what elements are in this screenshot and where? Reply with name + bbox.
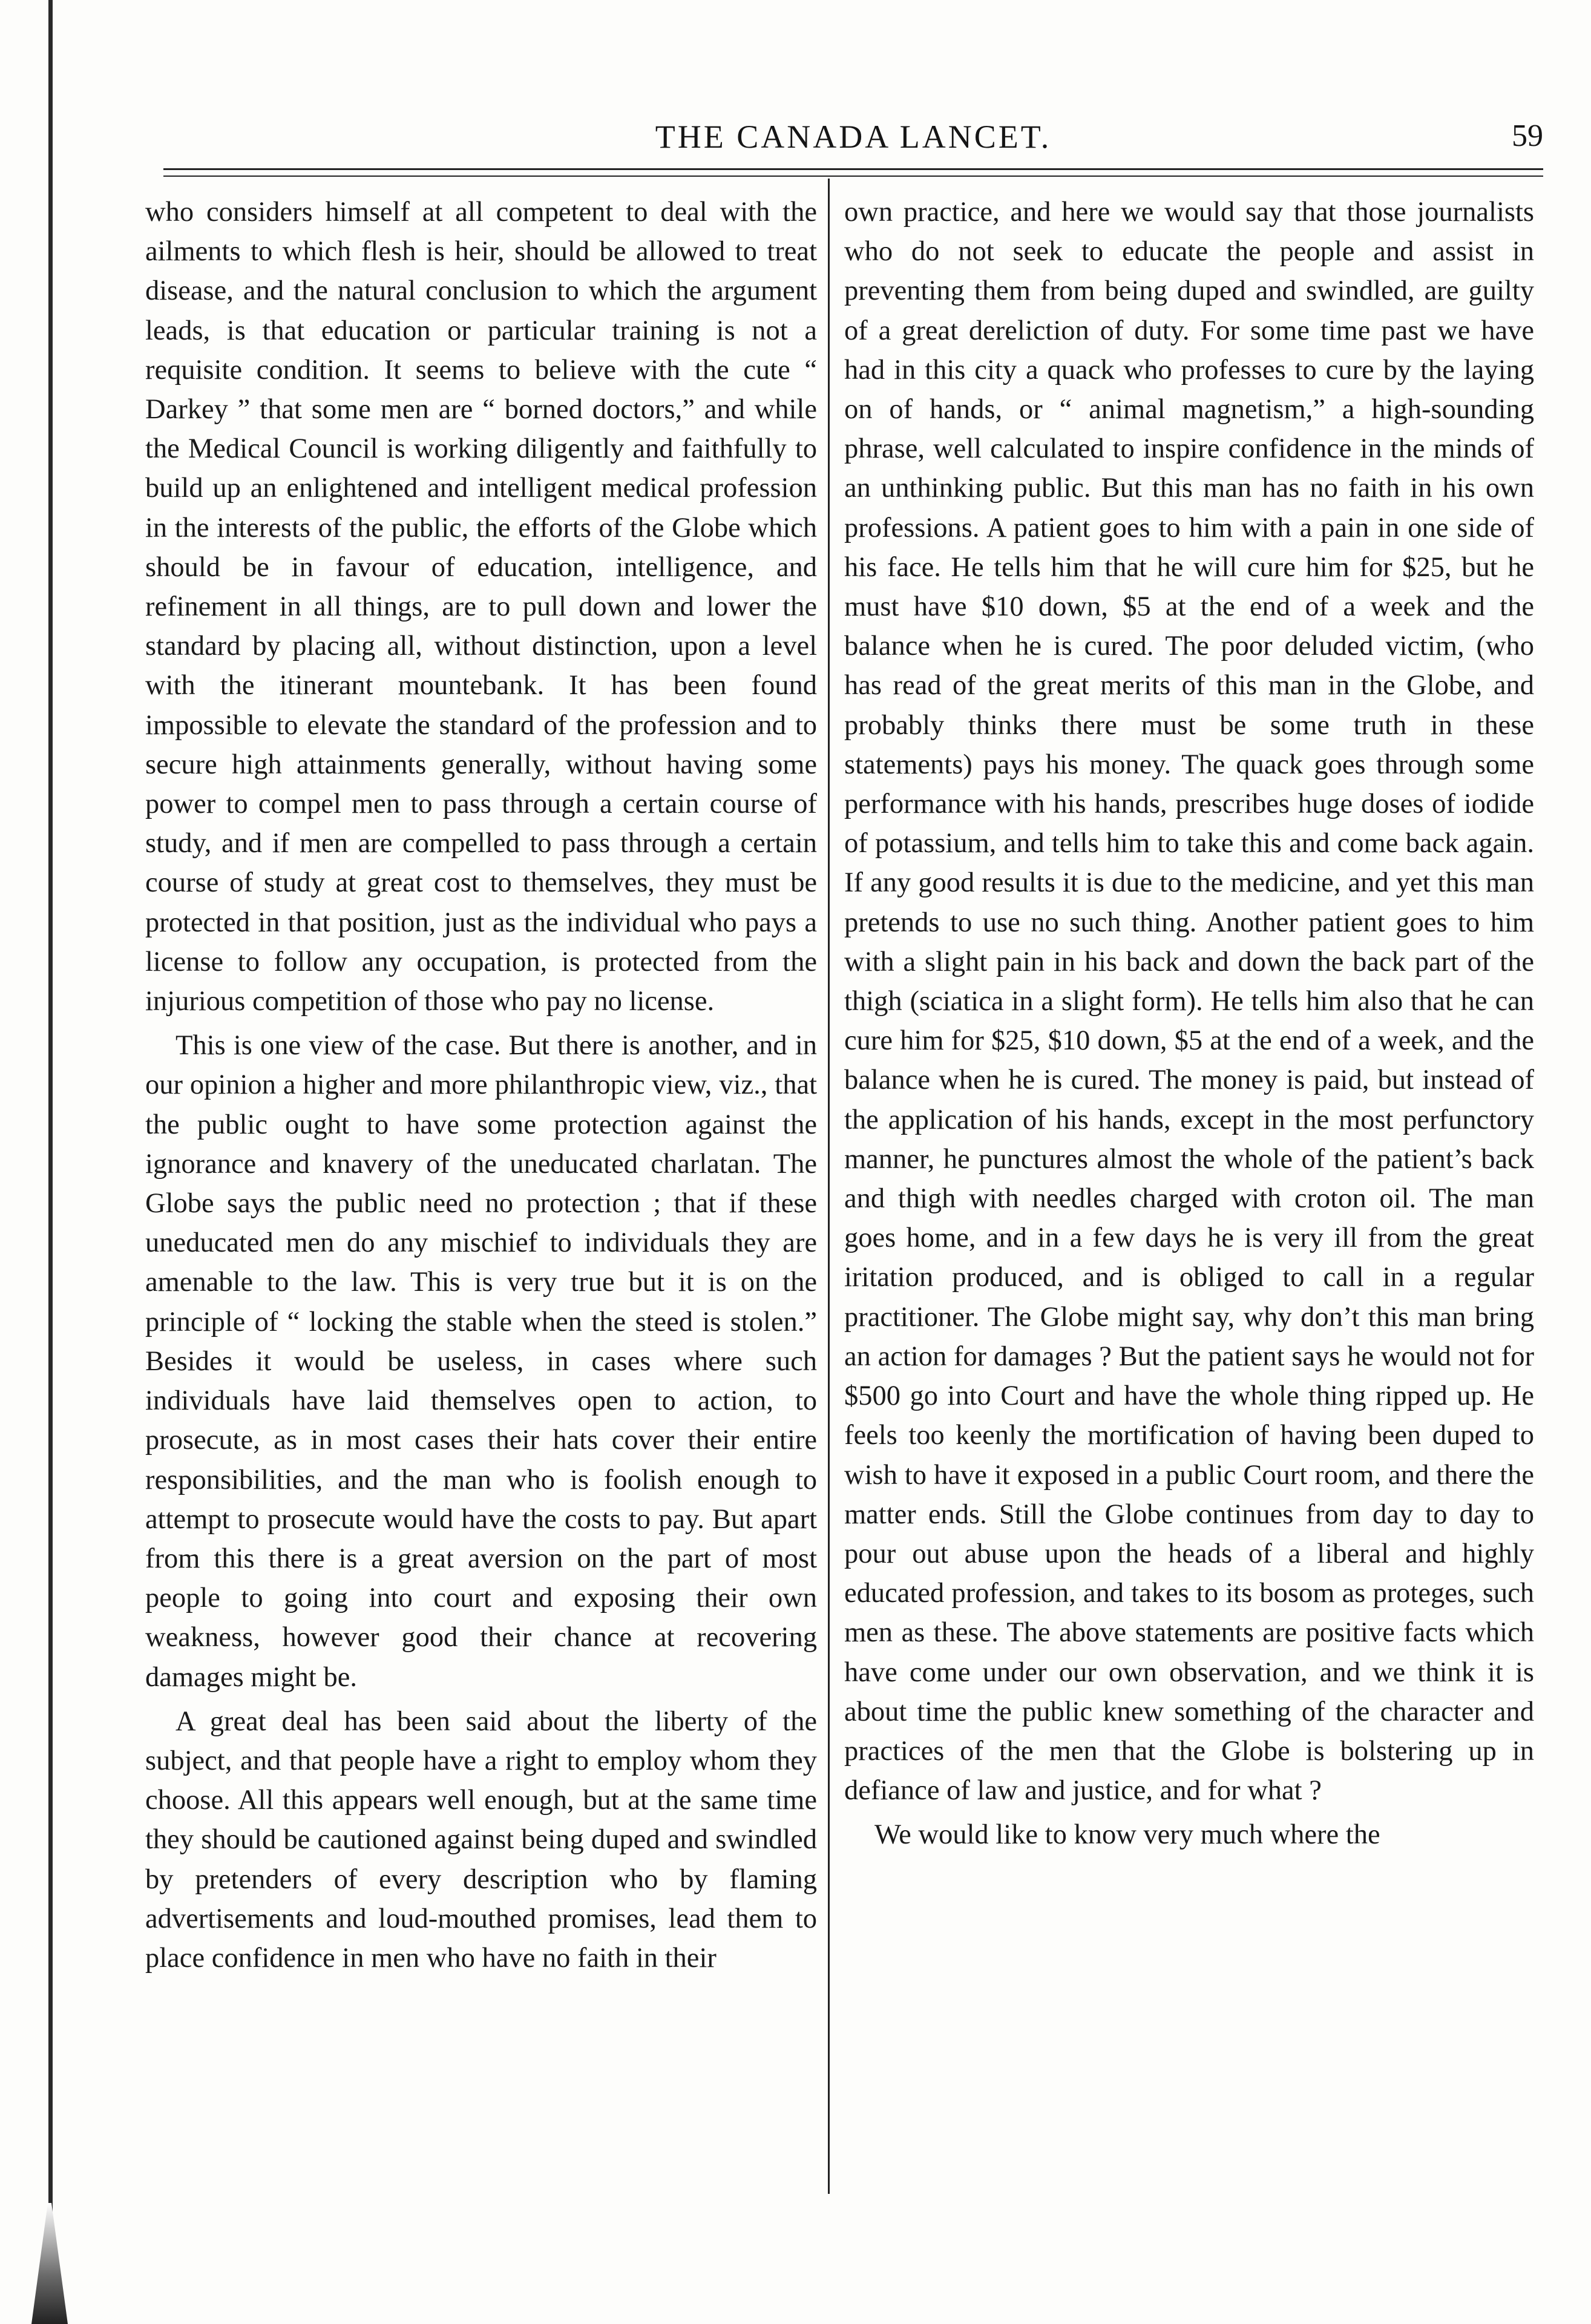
left-column (145, 192, 817, 1978)
left-paragraph-1: who considers himself at all competent to deal with the ailments to which flesh is heir, should be allowed to treat disease, and the natural conclusion to which the argument leads, is that education or particular training is not a requisite condition. It seems to believe with the cute “ Darkey ” that some men are “ borned doctors,” and while the Medical Council is working diligently and faithfully to build up an enlightened and intelligent medical profession in the interests of the public, the efforts of the Globe which should be in favour of education, intelligence, and refinement in all things, are to pull down and lower the standard by placing all, without distinction, upon a level with the itinerant mountebank. It has been found impossible to elevate the standard of the profession and to secure high attainments generally, without having some power to compel men to pass through a certain course of study, and if men are compelled to pass through a certain course of study at great cost to themselves, they must be protected in that position, just as the individual who pays a license to follow any occupation, is protected from the injurious competition of those who pay no license. (145, 197, 817, 1017)
header-rule-top (163, 168, 1543, 170)
left-paragraph-2: This is one view of the case. But there is another, and in our opinion a higher and more philanthropic view, viz., that the public ought to have some protection against the ignorance and knavery of the uneducated charlatan. The Globe says the public need no protection ; that if these uneducated men do any mischief to individuals they are amenable to the law. This is very true but it is on the principle of “ locking the stable when the steed is stolen.” Besides it would be useless, in cases where such individuals have laid themselves open to action, to prosecute, as in most cases their hats cover their entire responsibilities, and the man who is foolish enough to attempt to prosecute would have the costs to pay. But apart from this there is a great aversion on the part of most people to going into court and exposing their own weakness, however good their chance at recovering damages might be. (145, 1030, 817, 1693)
right-paragraph-1: own practice, and here we would say that those journalists who do not seek to educate the people and assist in preventing them from being duped and swindled, are guilty of a great dereliction of duty. For some time past we have had in this city a quack who professes to cure by the laying on of hands, or “ animal magnetism,” a high-sounding phrase, well calculated to inspire confidence in the minds of an unthinking public. But this man has no faith in his own professions. A patient goes to him with a pain in one side of his face. He tells him that he will cure him for $25, but he must have $10 down, $5 at the end of a week and the balance when he is cured. The poor deluded victim, (who has read of the great merits of this man in the Globe, and probably thinks there must be some truth in these statements) pays his money. The quack goes through some performance with his hands, prescribes huge doses of iodide of potassium, and tells him to take this and come back again. If any good results it is due to the medicine, and yet this man pretends to use no such thing. Another patient goes to him with a slight pain in his back and down the back part of the thigh (sciatica in a slight form). He tells him also that he can cure him for $25, $10 down, $5 at the end of a week, and the balance when he is cured. The money is paid, but instead of the application of his hands, except in the most perfunctory manner, he punctures almost the whole of the patient’s back and thigh with needles charged with croton oil. The man goes home, and in a few days he is very ill from the great iritation produced, and is obliged to call in a regular practitioner. The Globe might say, why don’t this man bring an action for damages ? But the patient says he would not for $500 go into Court and have the whole thing ripped up. He feels too keenly the mortification of having been duped to wish to have it exposed in a public Court room, and there the matter ends. Still the Globe continues from day to day to pour out abuse upon the heads of a liberal and highly educated profession, and takes to its bosom as proteges, such men as these. The above statements are positive facts which have come under our own observation, and we think it is about time the public knew something of the character and practices of the men that the Globe is bolstering up in defiance of law and justice, and for what ? (844, 197, 1534, 1807)
column-divider (828, 179, 830, 2194)
header-rule-bottom (163, 176, 1543, 177)
right-column (844, 192, 1534, 1855)
binding-edge (48, 0, 53, 2324)
running-title: THE CANADA LANCET. (655, 119, 1052, 155)
page-number: 59 (1512, 119, 1543, 153)
left-paragraph-3: A great deal has been said about the liberty of the subject, and that people have a right to employ whom they choose. All this appears well enough, but at the same time they should be cautioned against being duped and swindled by pretenders of every description who by flaming advertisements and loud-mouthed promises, lead them to place confidence in men who have no faith in their (145, 1705, 817, 1974)
page-header (163, 118, 1543, 166)
binding-shadow (31, 2203, 68, 2324)
right-paragraph-2: We would like to know very much where the (874, 1819, 1380, 1851)
